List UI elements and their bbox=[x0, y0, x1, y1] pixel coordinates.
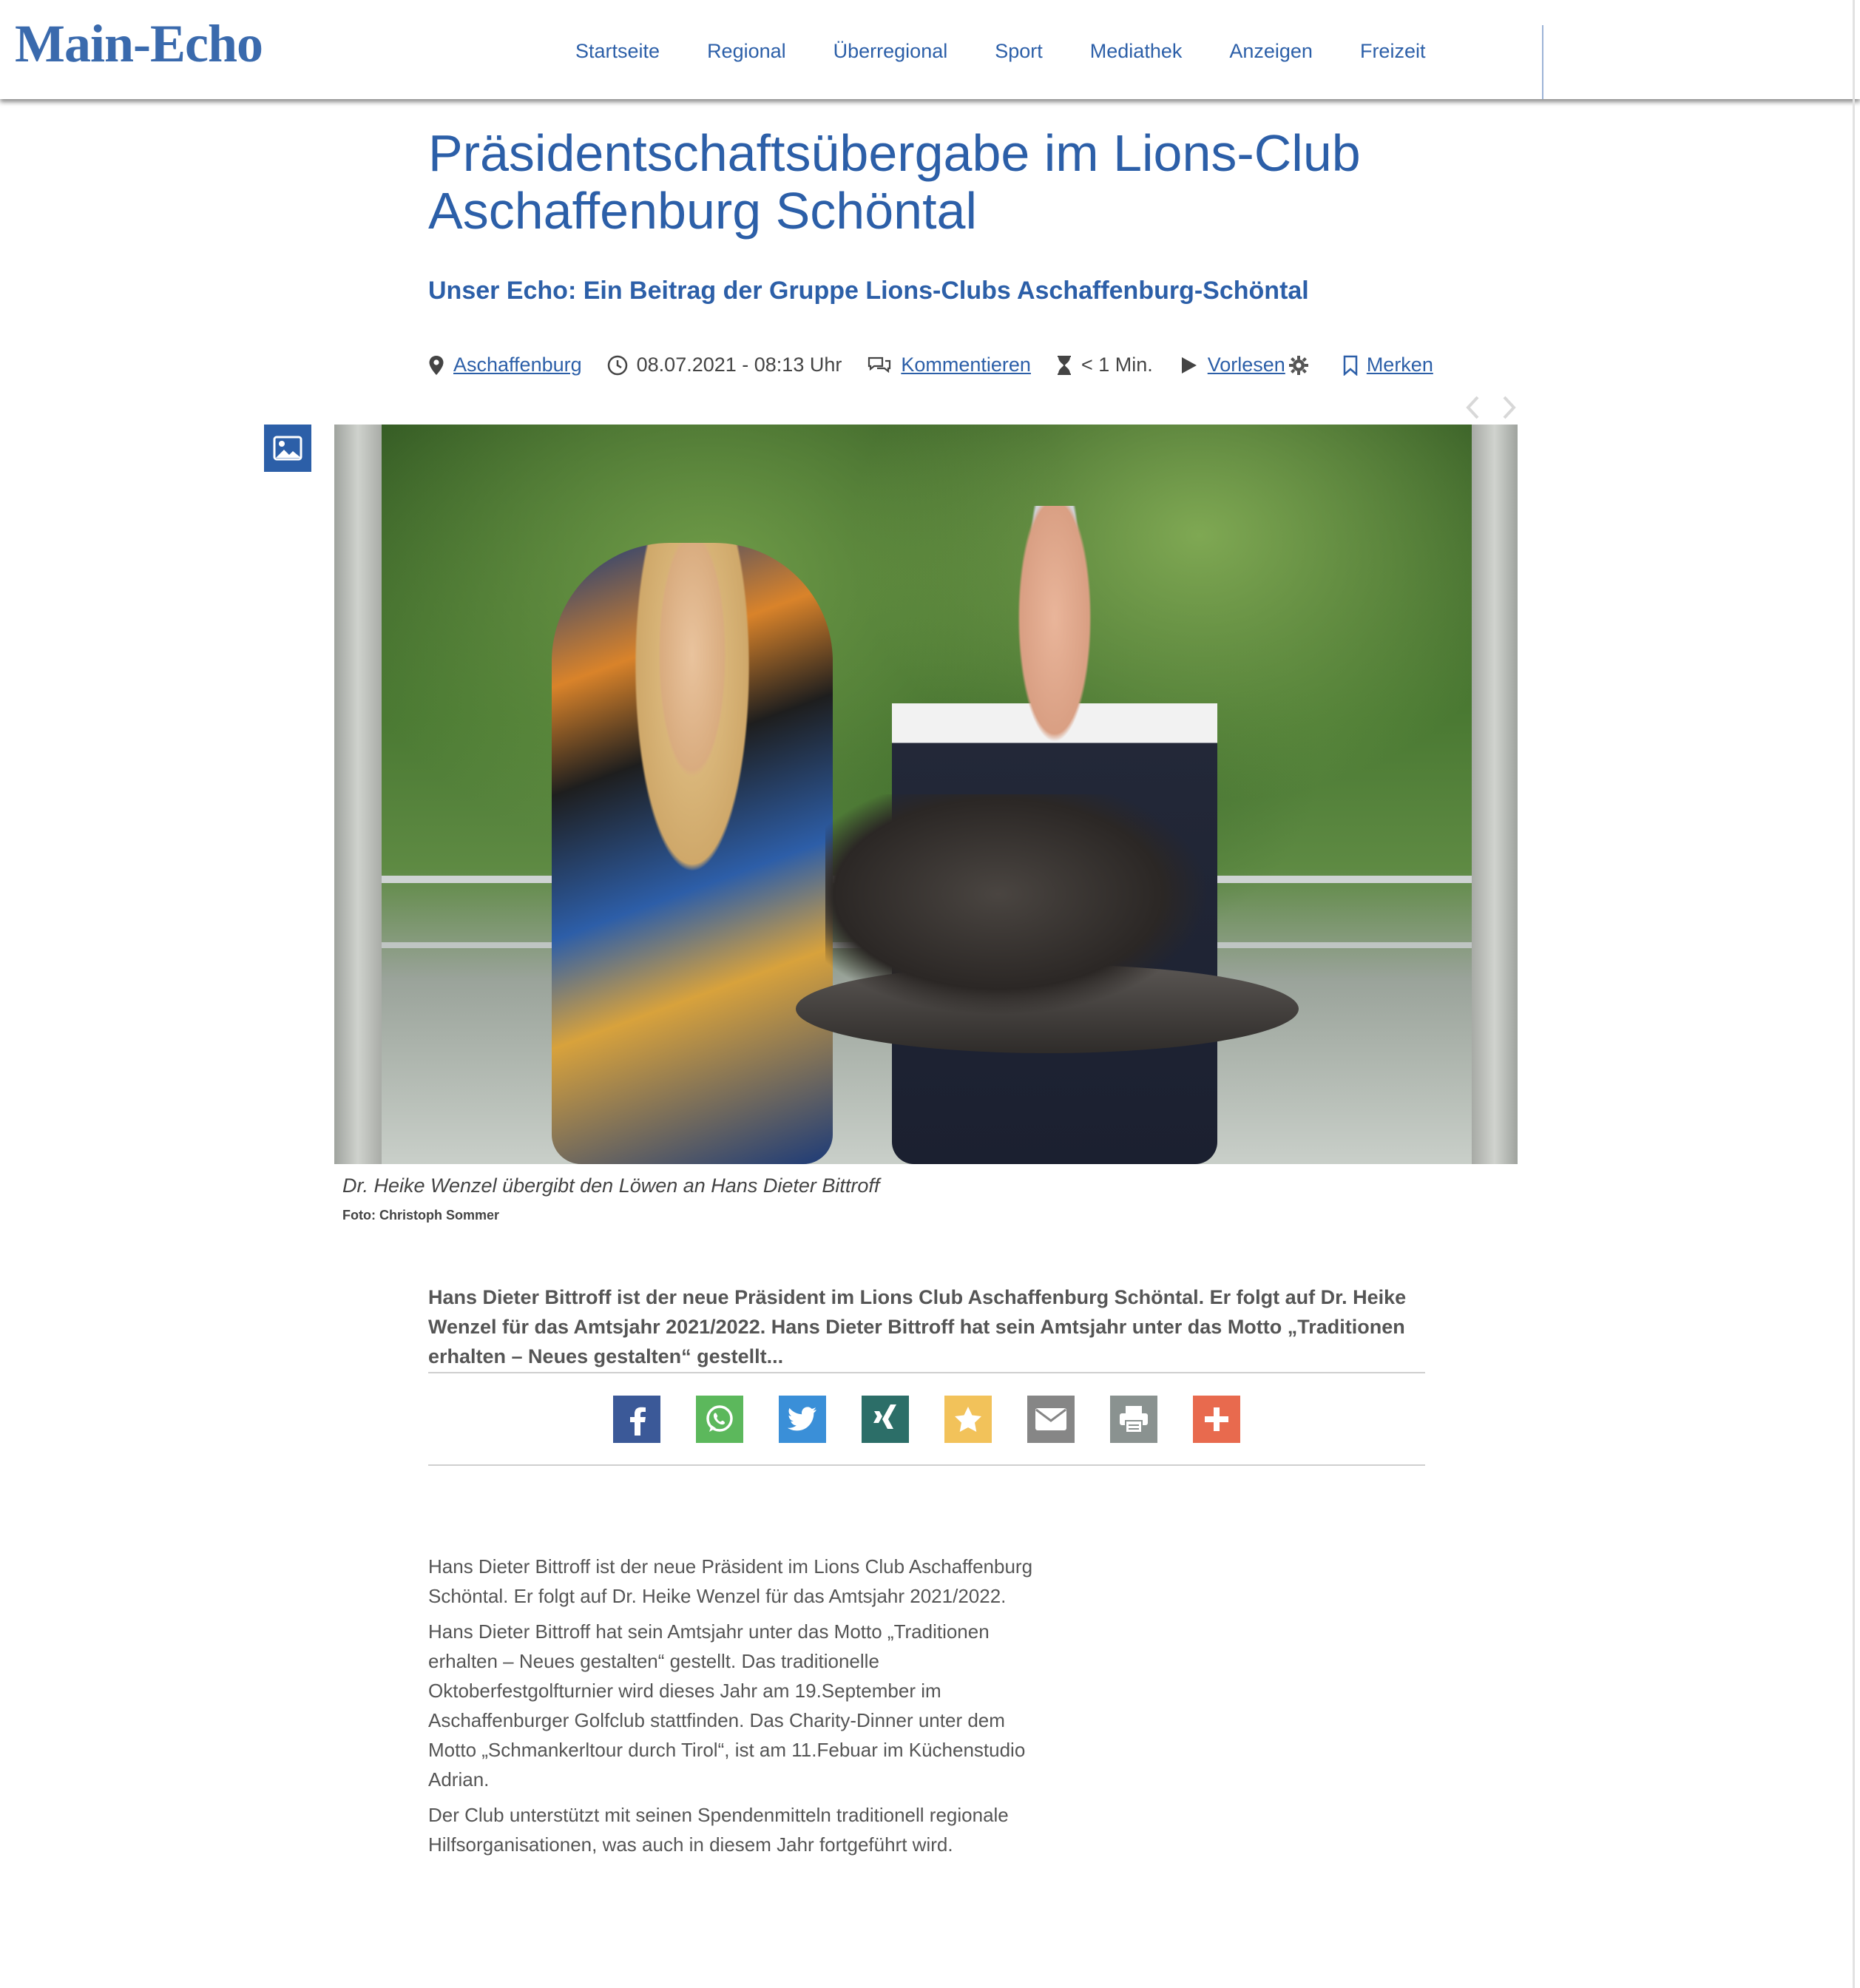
chevron-left-icon[interactable] bbox=[1464, 395, 1482, 420]
share-facebook-button[interactable] bbox=[613, 1396, 660, 1443]
article-subtitle: Unser Echo: Ein Beitrag der Gruppe Lions-Clubs Aschaffenburg-Schöntal bbox=[428, 277, 1309, 305]
publish-date: 08.07.2021 - 08:13 Uhr bbox=[636, 354, 842, 376]
main-nav bbox=[575, 40, 1472, 63]
share-divider-bottom bbox=[428, 1464, 1425, 1466]
nav-startseite[interactable]: Startseite bbox=[575, 40, 660, 62]
xing-icon bbox=[870, 1403, 900, 1436]
share-divider-top bbox=[428, 1372, 1425, 1373]
share-xing-button[interactable] bbox=[862, 1396, 909, 1443]
article-meta bbox=[428, 354, 1458, 376]
chevron-right-icon[interactable] bbox=[1500, 395, 1518, 420]
share-whatsapp-button[interactable] bbox=[696, 1396, 743, 1443]
meta-reading-time bbox=[1056, 354, 1153, 376]
meta-datetime bbox=[607, 354, 842, 376]
nav-freizeit[interactable]: Freizeit bbox=[1359, 40, 1426, 62]
nav-ueberregional[interactable]: Überregional bbox=[833, 40, 948, 62]
header-gap bbox=[1659, 96, 1733, 99]
bookmark-link[interactable]: Merken bbox=[1366, 354, 1433, 376]
facebook-icon bbox=[624, 1403, 649, 1436]
comments-link[interactable]: Kommentieren bbox=[901, 354, 1031, 376]
share-print-button[interactable] bbox=[1110, 1396, 1157, 1443]
header-divider bbox=[1542, 25, 1543, 99]
photo-lion-statue bbox=[825, 794, 1210, 1016]
meta-read-aloud[interactable] bbox=[1178, 354, 1318, 376]
plus-icon bbox=[1203, 1406, 1230, 1433]
photo-caption: Dr. Heike Wenzel übergibt den Löwen an Hans Dieter Bittroff bbox=[342, 1174, 880, 1197]
mail-icon bbox=[1035, 1407, 1067, 1431]
gallery-button[interactable] bbox=[264, 425, 311, 472]
meta-bookmark[interactable] bbox=[1343, 354, 1433, 376]
nav-sport[interactable]: Sport bbox=[995, 40, 1043, 62]
comments-icon bbox=[867, 355, 892, 376]
article-lead: Hans Dieter Bittroff ist der neue Präsident im Lions Club Aschaffenburg Schöntal. Er folgt auf Dr. Heike Wenzel für das Amtsjahr 2021/2022. Hans Dieter Bittroff hat sein Amtsjahr unter das Motto „Traditionen erhalten – Neues gestalten“ gestellt... bbox=[428, 1286, 1407, 1367]
share-favorite-button[interactable] bbox=[944, 1396, 992, 1443]
article-photo[interactable] bbox=[334, 425, 1518, 1164]
body-paragraph: Der Club unterstützt mit seinen Spendenmitteln traditionell regionale Hilfsorganisationen, was auch in diesem Jahr fortgeführt wird. bbox=[428, 1804, 1009, 1856]
clock-icon bbox=[607, 355, 628, 376]
meta-location bbox=[428, 354, 582, 376]
image-icon bbox=[273, 436, 302, 461]
play-icon[interactable] bbox=[1178, 355, 1199, 376]
body-paragraph: Hans Dieter Bittroff ist der neue Präsident im Lions Club Aschaffenburg Schöntal. Er folgt auf Dr. Heike Wenzel für das Amtsjahr 2021/2022. bbox=[428, 1555, 1033, 1607]
photo-person-woman bbox=[552, 543, 833, 1164]
site-header bbox=[0, 0, 1860, 99]
article-title: Präsidentschaftsübergabe im Lions-Club Aschaffenburg Schöntal bbox=[428, 124, 1361, 240]
read-aloud-link[interactable]: Vorlesen bbox=[1207, 354, 1285, 376]
photo-credit: Foto: Christoph Sommer bbox=[342, 1208, 499, 1223]
photo-blur-left bbox=[334, 425, 382, 1164]
bookmark-icon[interactable] bbox=[1343, 355, 1358, 376]
star-icon bbox=[954, 1406, 982, 1433]
site-logo[interactable]: Main-Echo bbox=[15, 14, 263, 73]
share-twitter-button[interactable] bbox=[779, 1396, 826, 1443]
article-body bbox=[428, 1552, 1049, 1865]
hourglass-icon bbox=[1056, 355, 1072, 376]
body-paragraph: Hans Dieter Bittroff hat sein Amtsjahr unter das Motto „Traditionen erhalten – Neues gestalten“ gestellt. Das traditionelle Oktoberfestgolfturnier wird dieses Jahr am 19.September im Aschaffenburger Golfclub stattfinden. Das Charity-Dinner unter dem Motto „Schmankerltour durch Tirol“, ist am 11.Febuar im Küchenstudio Adrian. bbox=[428, 1620, 1026, 1791]
gallery-arrows bbox=[1464, 395, 1518, 420]
meta-comments bbox=[867, 354, 1031, 376]
whatsapp-icon bbox=[703, 1403, 736, 1436]
location-link[interactable]: Aschaffenburg bbox=[453, 354, 582, 376]
gear-icon[interactable] bbox=[1288, 355, 1309, 376]
nav-anzeigen[interactable]: Anzeigen bbox=[1229, 40, 1313, 62]
share-mail-button[interactable] bbox=[1027, 1396, 1075, 1443]
photo-scene bbox=[382, 425, 1472, 1164]
twitter-icon bbox=[787, 1406, 818, 1433]
print-icon bbox=[1118, 1404, 1149, 1434]
share-bar bbox=[613, 1396, 1276, 1443]
photo-blur-right bbox=[1472, 425, 1518, 1164]
share-more-button[interactable] bbox=[1193, 1396, 1240, 1443]
location-pin-icon bbox=[428, 355, 444, 376]
page-right-border bbox=[1853, 0, 1855, 1988]
nav-regional[interactable]: Regional bbox=[707, 40, 786, 62]
nav-mediathek[interactable]: Mediathek bbox=[1089, 40, 1183, 62]
reading-time: < 1 Min. bbox=[1081, 354, 1153, 376]
